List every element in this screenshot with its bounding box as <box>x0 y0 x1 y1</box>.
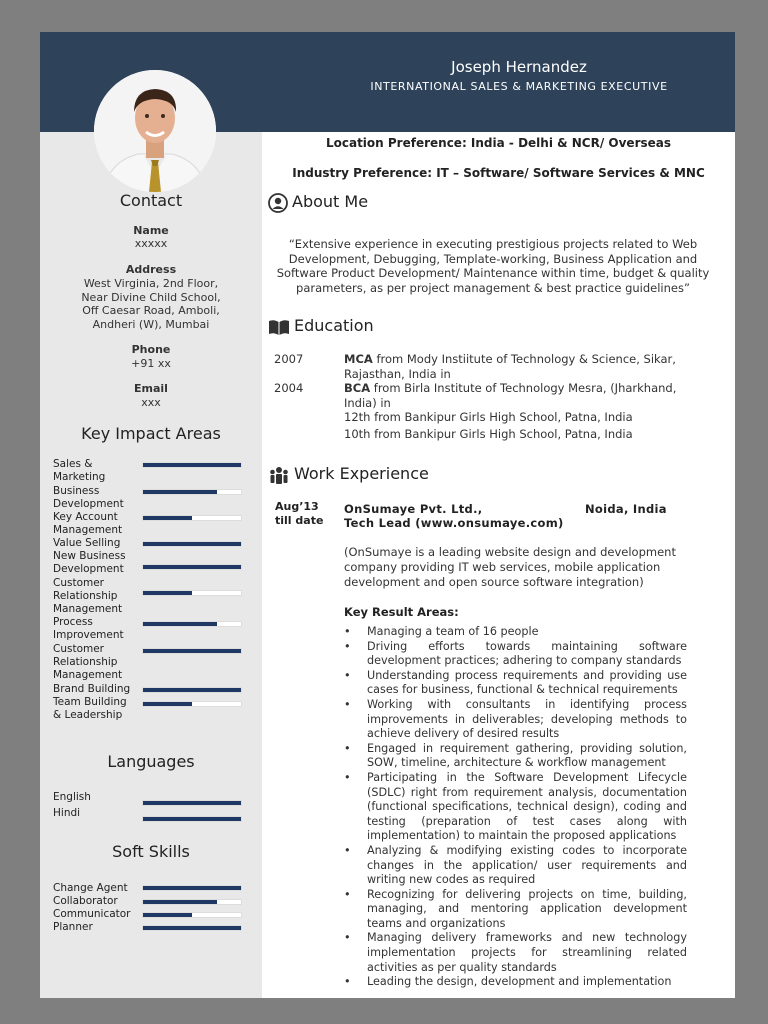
education-heading <box>268 316 374 336</box>
edu-degree: BCA <box>344 381 371 395</box>
skill-level-fill <box>143 463 241 467</box>
edu-year: 2007 <box>274 352 304 366</box>
edu-entry <box>344 381 704 410</box>
skill-level-fill <box>143 649 241 653</box>
skill-label: Process Improvement <box>53 616 124 641</box>
kra-item: • Understanding process requirements and providing use cases for business, functional & technical requirements <box>344 669 687 698</box>
skill-level-bar <box>142 564 242 570</box>
kra-item: • Driving efforts towards maintaining software development practices; adhering to company standards <box>344 640 687 669</box>
skill-level-bar <box>142 885 242 891</box>
address-value <box>40 277 262 331</box>
skill-label: Sales & Marketing <box>53 458 106 483</box>
skill-level-fill <box>143 490 217 494</box>
address-line: Near Divine Child School, <box>81 290 221 304</box>
email-value: xxx <box>141 396 161 409</box>
about-heading <box>268 192 368 213</box>
kra-item: • Analyzing & modifying existing codes to incorporate changes in the application/ user requirements and writing new codes as required <box>344 844 687 888</box>
work-heading <box>268 464 429 485</box>
skill-level-fill <box>143 900 217 904</box>
edu-entry: 10th from Bankipur Girls High School, Patna, India <box>344 427 633 441</box>
skill-label: Business Development <box>53 485 124 510</box>
kra-item: • Managing delivery frameworks and new technology implementation projects for streamlining related activities as per quality standards <box>344 931 687 975</box>
skill-level-bar <box>142 899 242 905</box>
profile-photo <box>94 70 216 192</box>
skill-label: New Business Development <box>53 550 126 575</box>
candidate-title: INTERNATIONAL SALES & MARKETING EXECUTIVE <box>370 80 668 93</box>
phone-label: Phone <box>131 343 171 356</box>
kra-item: • Leading the design, development and implementation <box>344 975 687 990</box>
kra-item: • Recognizing for delivering projects on time, building, managing, and mentoring application development teams and organizations <box>344 888 687 932</box>
skill-level-bar <box>142 912 242 918</box>
candidate-name: Joseph Hernandez <box>451 58 587 76</box>
edu-entry: 12th from Bankipur Girls High School, Patna, India <box>344 410 633 424</box>
location-preference: Location Preference: India - Delhi & NCR/ Overseas <box>325 136 672 150</box>
industry-preference: Industry Preference: IT – Software/ Software Services & MNC <box>292 166 705 180</box>
contact-heading: Contact <box>119 191 183 210</box>
job-role: Tech Lead (www.onsumaye.com) <box>344 516 564 530</box>
name-label: Name <box>133 224 169 237</box>
skill-level-fill <box>143 516 192 520</box>
education-heading-text: Education <box>294 316 374 335</box>
open-book-icon <box>268 318 290 336</box>
work-heading-text: Work Experience <box>294 464 429 483</box>
skill-label: Key Account Management <box>53 511 123 536</box>
kra-item: • Working with consultants in identifying process improvements in deliverables; developing methods to achieve delivery of desired results <box>344 698 687 742</box>
team-icon <box>268 465 290 485</box>
skill-label: Customer Relationship Management <box>53 643 123 681</box>
kra-item: • Participating in the Software Development Lifecycle (SDLC) right from requirement analysis, documentation (functional specifications, technical design), coding and testing (preparation of test cases along with implementation) to maintain the proposed applications <box>344 771 687 844</box>
skill-label: Value Selling <box>53 537 121 549</box>
skill-level-bar <box>142 800 242 806</box>
skill-label: English <box>53 791 91 803</box>
skill-label: Customer Relationship Management <box>53 577 123 615</box>
skill-level-fill <box>143 702 192 706</box>
skill-level-bar <box>142 816 242 822</box>
company-location: Noida, India <box>585 502 667 516</box>
soft-skills-heading: Soft Skills <box>112 842 190 861</box>
address-label: Address <box>125 263 177 276</box>
kra-item: • Engaged in requirement gathering, providing solution, SOW, timeline, architecture & workflow management <box>344 742 687 771</box>
edu-detail: from Birla Institute of Technology Mesra, (Jharkhand, India) in <box>344 381 677 410</box>
kra-item: • Managing a team of 16 people <box>344 625 687 640</box>
phone-value: +91 xx <box>131 357 171 370</box>
skill-level-bar <box>142 489 242 495</box>
edu-entry <box>344 352 704 381</box>
edu-degree: MCA <box>344 352 373 366</box>
skill-level-bar <box>142 687 242 693</box>
skill-level-bar <box>142 590 242 596</box>
kra-heading: Key Result Areas: <box>344 605 459 619</box>
skill-level-fill <box>143 886 241 890</box>
skill-level-fill <box>143 542 241 546</box>
about-heading-text: About Me <box>292 192 369 211</box>
edu-year: 2004 <box>274 381 304 395</box>
about-text: “Extensive experience in executing prestigious projects related to Web Development, Debugging, Template-working, Business Application and Software Product Development/ Maintenance within time, budget & quality parameters, as per project management & best practice guidelines” <box>276 237 710 295</box>
address-line: Andheri (W), Mumbai <box>92 317 210 331</box>
work-date-start: Aug’13 <box>275 500 319 513</box>
skill-level-bar <box>142 925 242 931</box>
edu-detail: from Mody Instiitute of Technology & Science, Sikar, Rajasthan, India in <box>344 352 676 381</box>
user-circle-icon <box>268 193 288 213</box>
skill-level-fill <box>143 688 241 692</box>
resume-page <box>40 32 735 998</box>
email-label: Email <box>134 382 168 395</box>
skill-level-fill <box>143 591 192 595</box>
person-portrait-icon <box>94 70 216 192</box>
skill-level-bar <box>142 621 242 627</box>
skill-label: Brand Building <box>53 683 131 695</box>
kra-list <box>344 625 687 990</box>
key-impact-heading: Key Impact Areas <box>81 424 221 443</box>
skill-level-bar <box>142 462 242 468</box>
skill-level-fill <box>143 926 241 930</box>
work-date-end: till date <box>275 514 324 527</box>
skill-label: Team Building & Leadership <box>53 696 127 721</box>
skill-label: Hindi <box>53 807 81 819</box>
skill-level-bar <box>142 515 242 521</box>
skill-label: Planner <box>53 921 93 933</box>
skill-level-bar <box>142 648 242 654</box>
name-value: xxxxx <box>134 237 168 250</box>
skill-label: Collaborator <box>53 895 118 907</box>
skill-level-bar <box>142 701 242 707</box>
skill-level-fill <box>143 622 217 626</box>
skill-level-fill <box>143 913 192 917</box>
skill-level-fill <box>143 801 241 805</box>
address-line: Off Caesar Road, Amboli, <box>82 304 220 317</box>
skill-level-fill <box>143 817 241 821</box>
address-line: West Virginia, 2nd Floor, <box>83 277 219 290</box>
skill-label: Communicator <box>53 908 131 920</box>
skill-level-bar <box>142 541 242 547</box>
company-description: (OnSumaye is a leading website design and development company providing IT web services, mobile application development and open source software integration) <box>344 545 676 589</box>
skill-level-fill <box>143 565 241 569</box>
languages-heading: Languages <box>107 752 195 771</box>
skill-label: Change Agent <box>53 882 128 894</box>
company-name: OnSumaye Pvt. Ltd., <box>344 502 483 516</box>
